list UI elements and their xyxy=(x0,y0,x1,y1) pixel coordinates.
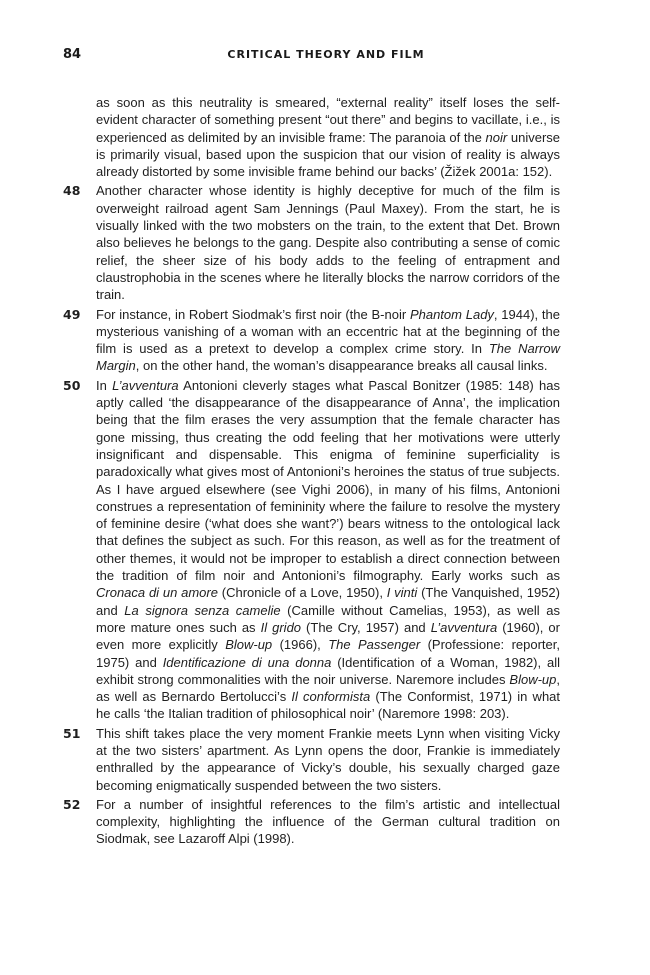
italic-title: Il grido xyxy=(260,619,302,635)
endnote-text xyxy=(96,796,560,848)
text-run: (Chronicle of a Love, 1950), xyxy=(217,585,387,601)
endnote-text xyxy=(96,377,560,723)
italic-title: I vinti xyxy=(386,585,418,601)
text-run: For a number of insightful references to the film’s artistic and intellectual complexity, highlighting the influence of the German cultural tradition on Siodmak, see Lazaroff Alpi (1998). xyxy=(96,796,560,847)
endnote-number: 49 xyxy=(63,306,81,322)
text-run: For instance, in Robert Siodmak’s first noir (the B-noir xyxy=(96,306,410,322)
text-run: (The Vanquished, 1952) and xyxy=(96,585,560,618)
italic-title: Identificazione di una donna xyxy=(162,654,332,670)
text-run: Another character whose identity is highly deceptive for much of the film is overweight railroad agent Sam Jennings (Paul Maxey). From the start, he is visually linked with the two mobsters on the train, to the extent that Det. Brown also believes he belongs to the gang. Despite also contributing a sense of comic relief, the sheer size of his body adds to the feeling of entrapment and claustrophobia in the scenes where he literally blocks the narrow corridors of the train. xyxy=(96,183,560,303)
endnote-text xyxy=(96,182,560,303)
endnote xyxy=(63,94,560,180)
text-run: (The Conformist, 1971) in what he calls ‘the Italian tradition of philosophical noir’ (Naremore 1998: 203). xyxy=(96,689,561,722)
italic-title: Il conformista xyxy=(291,689,371,705)
text-run: (Identification of a Woman, 1982), all exhibit strong commonalities with the noir universe. Naremore includes xyxy=(96,654,560,687)
italic-title: La signora senza camelie xyxy=(124,602,281,618)
endnote-number: 52 xyxy=(63,796,81,812)
italic-title: noir xyxy=(485,129,508,145)
endnote-text xyxy=(96,306,560,375)
text-run: (The Cry, 1957) and xyxy=(301,619,431,635)
endnote xyxy=(63,725,560,794)
endnote xyxy=(63,796,560,848)
page-number: 84 xyxy=(63,47,82,62)
italic-title: L’avventura xyxy=(112,377,179,393)
endnote xyxy=(63,377,560,723)
endnote-text xyxy=(96,725,560,794)
italic-title: The Passenger xyxy=(328,637,421,653)
text-run: (Camille without Camelias, 1953), as well as more mature ones such as xyxy=(96,602,560,635)
text-run: In xyxy=(96,377,113,393)
text-run: , on the other hand, the woman’s disappearance breaks all causal links. xyxy=(135,358,548,374)
endnote xyxy=(63,182,560,303)
endnote-number: 51 xyxy=(63,725,81,741)
text-run: Antonioni cleverly stages what Pascal Bonitzer (1985: 148) has aptly called ‘the disappearance of the disappearance of Anna’, the implication being that the film erases the very assumption that the female character has gone missing, thus creating the odd feeling that her motivations were utterly insignificant and dispensable. This enigma of feminine superficiality is paradoxically what gives most of Antonioni’s heroines the status of true subjects. As I have argued elsewhere (see Vighi 2006), in many of his films, Antonioni construes a representation of femininity where the failure to resolve the mystery of feminine desire (‘what does she want?’) bears witness to the ontological lack that defines the subject as such. For this reason, as well as for the treatment of other themes, it would not be improper to establish a direct connection between the tradition of film noir and Antonioni’s filmography. Early works such as xyxy=(96,377,560,584)
text-run: (Professione: reporter, 1975) and xyxy=(96,637,560,670)
running-title: CRITICAL THEORY AND FILM xyxy=(227,48,425,61)
italic-title: Blow-up xyxy=(509,671,557,687)
italic-title: The Narrow Margin xyxy=(96,341,560,374)
endnote-text xyxy=(96,94,560,180)
text-run: This shift takes place the very moment Frankie meets Lynn when visiting Vicky at the two sisters’ apartment. As Lynn opens the door, Frankie is immediately enthralled by the appearance of Vicky’s double, his sexually charged gaze becoming enigmatically suspended between the two sisters. xyxy=(96,725,560,793)
endnote xyxy=(63,306,560,375)
text-run: (1966), xyxy=(272,637,329,653)
endnote-number: 48 xyxy=(63,183,81,199)
italic-title: Phantom Lady xyxy=(409,306,494,322)
italic-title: Blow-up xyxy=(225,637,273,653)
text-run: universe is primarily visual, based upon the suspicion that our vision of reality is always already distorted by some invisible frame behind our backs’ (Žižek 2001a: 152). xyxy=(96,129,561,180)
text-run: (1960), or even more explicitly xyxy=(96,619,560,653)
text-run: , 1944), the mysterious vanishing of a woman with an eccentric hat at the beginning of the film is used as a pretext to develop a complex crime story. In xyxy=(96,306,560,357)
text-run: , as well as Bernardo Bertolucci’s xyxy=(96,671,560,705)
italic-title: L’avventura xyxy=(430,619,498,635)
text-run: as soon as this neutrality is smeared, “external reality” itself loses the self-evident character of something present “out there” and begins to vacillate, i.e., is experienced as delimited by an invisible frame: The paranoia of the xyxy=(96,95,560,145)
italic-title: Cronaca di un amore xyxy=(96,585,218,601)
endnote-number: 50 xyxy=(63,377,81,393)
page-header xyxy=(63,47,589,67)
endnotes-list xyxy=(63,94,560,850)
